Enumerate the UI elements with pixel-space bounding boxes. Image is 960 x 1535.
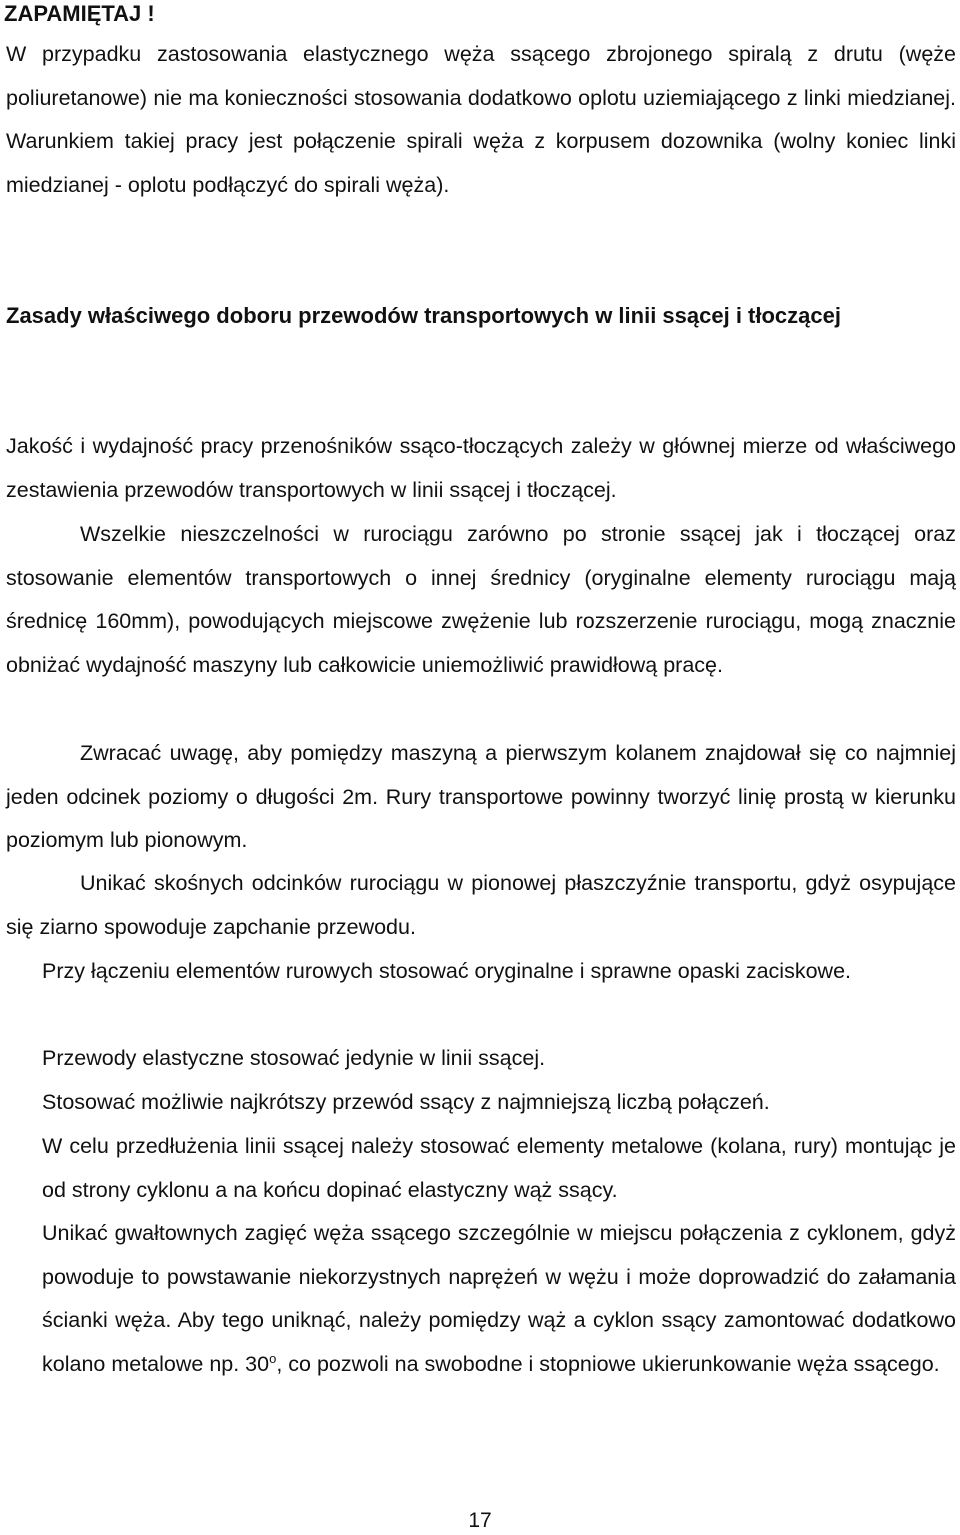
paragraph-intro: Jakość i wydajność pracy przenośników ssąco-tłoczących zależy w głównej mierze od właściwego zestawienia przewodów transportowych w linii ssącej i tłoczącej. (6, 434, 956, 502)
section-title: Zasady właściwego doboru przewodów transportowych w linii ssącej i tłoczącej (6, 303, 841, 328)
paragraph-leaks: Wszelkie nieszczelności w rurociągu zarówno po stronie ssącej jak i tłoczącej oraz stosowanie elementów transportowych o innej średnicy (oryginalne elementy rurociągu mają średnicę 160mm), powodujących miejscowe zwężenie lub rozszerzenie rurociągu, mogą znacznie obniżać wydajność maszyny lub całkowicie uniemożliwić prawidłową pracę. (6, 522, 956, 678)
paragraph-horizontal-section: Zwracać uwagę, aby pomiędzy maszyną a pierwszym kolanem znajdował się co najmniej jeden odcinek poziomy o długości 2m. Rury transportowe powinny tworzyć linię prostą w kierunku poziomym lub pionowym. (6, 741, 956, 853)
page-number: 17 (468, 1509, 492, 1532)
rule-avoid-bends-text: Unikać gwałtownych zagięć węża ssącego szczególnie w miejscu połączenia z cyklonem, gdyż powoduje to powstawanie niekorzystnych naprężeń w wężu i może doprowadzić do załamania ścianki węża. Aby tego uniknąć, należy pomiędzy wąż a cyklon ssący zamontować dodatkowo kolano metalowe np. 30 (42, 1221, 956, 1377)
rule-clamps: Przy łączeniu elementów rurowych stosować oryginalne i sprawne opaski zaciskowe. (42, 959, 852, 983)
rule-avoid-bends-text-end: , co pozwoli na swobodne i stopniowe ukierunkowanie węża ssącego. (276, 1352, 940, 1377)
rule-avoid-bends (42, 1212, 956, 1387)
rule-extension: W celu przedłużenia linii ssącej należy stosować elementy metalowe (kolana, rury) montując je od strony cyklonu a na końcu dopinać elastyczny wąż ssący. (42, 1134, 956, 1202)
rule-flexible-hoses: Przewody elastyczne stosować jedynie w linii ssącej. (42, 1046, 546, 1070)
paragraph-slanted-sections: Unikać skośnych odcinków rurociągu w pionowej płaszczyźnie transportu, gdyż osypujące się ziarno spowoduje zapchanie przewodu. (6, 871, 956, 939)
reminder-heading: ZAPAMIĘTAJ ! (4, 1, 155, 26)
reminder-note: W przypadku zastosowania elastycznego węża ssącego zbrojonego spiralą z drutu (węże poliuretanowe) nie ma konieczności stosowania dodatkowo oplotu uziemiającego z linki miedzianej. Warunkiem takiej pracy jest połączenie spirali węża z korpusem dozownika (wolny koniec linki miedzianej - oplotu podłączyć do spirali węża). (6, 42, 956, 198)
degree-mark: o (269, 1350, 277, 1366)
rule-short-hose: Stosować możliwie najkrótszy przewód ssący z najmniejszą liczbą połączeń. (42, 1090, 770, 1114)
